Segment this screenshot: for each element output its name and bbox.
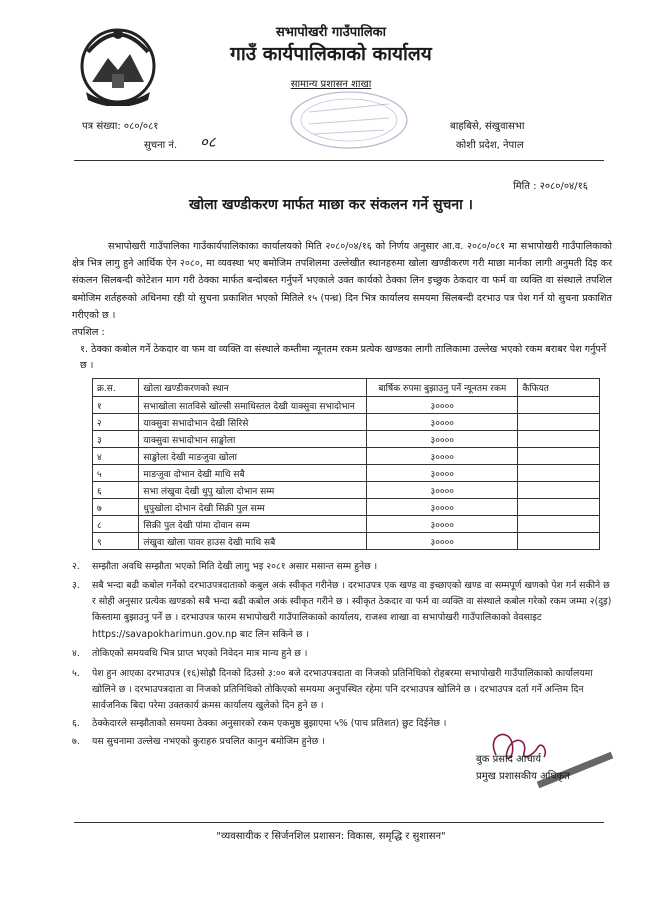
condition-text: सबै भन्दा बढी कबोल गर्नेको दरभाउपत्रदाताको कबुल अकं स्वीकृत गरीनेछ । दरभाउपत्र एक खण्ड वा इच्छाएको खण्ड वा सम्मपूर्ण खणको पेश गर्न सकीने छ र सोही अनुसार प्रत्येक खण्डको सबै भन्दा बढी कबोल अकं स्वीकृत गरीने छ । स्वीकृत ठेकदार वा फर्म वा व्यक्ति वा संस्थाले कबोल गरेको रकम जम्मा २(दुइ) किस्तामा बुझाउनु पर्ने छ । दरभाउपत्र फारम सभापोखरी गाउँपालिकाको कार्यालय, राजश्व शाखा वा सभापोखरी गाउँपालिकाको वेवसाइट https://savapokharimun.gov.np बाट लिन सकिने छ । xyxy=(92,580,612,640)
condition-text: यस सुचनामा उल्लेख नभएको कुराहरु प्रचलित कानुन बमोजिम हुनेछ । xyxy=(92,736,325,747)
notice-number: ०८ xyxy=(200,133,216,151)
row-amount: ३०००० xyxy=(367,499,518,516)
table-row xyxy=(93,448,600,465)
row-amount: ३०००० xyxy=(367,414,518,431)
municipality-name: सभापोखरी गाउँपालिका xyxy=(276,25,386,40)
condition-2 xyxy=(72,559,612,575)
row-remarks xyxy=(518,482,600,499)
table-row xyxy=(93,516,600,533)
condition-number: ३. xyxy=(72,580,80,591)
row-amount: ३०००० xyxy=(367,533,518,550)
column-header-minimum-amount: बार्षिक रुपमा बुझाउनु पर्ने न्यूनतम रकम xyxy=(367,379,518,397)
row-remarks xyxy=(518,397,600,414)
row-location: सभा लंखुवा देखी धुपु खोला दोभान सम्म xyxy=(139,482,367,499)
row-location: सभाखोला सातविसे खोल्सी समाधिस्तल देखी याक्सुवा सभादोभान xyxy=(139,397,367,414)
header-divider xyxy=(74,160,604,161)
row-remarks xyxy=(518,516,600,533)
river-segment-table xyxy=(92,378,600,550)
row-location: साङ्खोला देखी माङजुवा खोला xyxy=(139,448,367,465)
condition-5 xyxy=(72,666,612,715)
column-header-sn: क्र.स. xyxy=(93,379,139,397)
row-location: याक्सुवा सभादोभान देखी सिरिसे xyxy=(139,414,367,431)
row-sn: ८ xyxy=(93,516,139,533)
notice-date: मिति : २०८०/०४/१६ xyxy=(513,181,588,192)
intro-paragraph: सभापोखरी गाउँपालिका गाउँकार्यपालिकाका कार्यालयको मिति २०८०/०४/१६ को निर्णय अनुसार आ.व. २०८०/०८१ मा सभापोखरी गाउँपालिकाको क्षेत्र भित्र लागु हुने आर्थिक ऐन २०८०, मा व्यवस्था भए बमोजिम तपशिलमा उल्लेखीत स्थानहरुमा खोला खण्डीकरण गरी माछा मार्नका लागी अनुमती दिइ कर संकलन सिलबन्दी कोटेशन माग गरी ठेक्का मार्फत बन्दोबस्त गर्नुपर्ने भएकाले उक्त कार्यको ठेक्का लिन इच्छुक ठेकदार वा फर्म वा व्यक्ति वा संस्थाले तपशिल बमोजिम शर्तहरुको अधिनमा रही यो सुचना प्रकाशित भएको मितिले १५ (पन्ध्र) दिन भित्र कार्यालय समयमा सिलबन्दी दरभाउ पत्र पेश गर्न यो सुचना प्रकाशित गरीएको छ । xyxy=(72,241,612,321)
condition-text: सम्झौता अवधि सम्झौता भएको मिति देखी लागु भइ २०८१ असार मसान्त सम्म हुनेछ । xyxy=(92,561,378,572)
condition-3 xyxy=(72,578,612,643)
table-header-row xyxy=(93,379,600,397)
row-sn: ७ xyxy=(93,499,139,516)
row-remarks xyxy=(518,465,600,482)
row-remarks xyxy=(518,448,600,465)
office-name: गाउँ कार्यपालिकाको कार्यालय xyxy=(230,43,432,65)
row-remarks xyxy=(518,533,600,550)
column-header-remarks: कैफियत xyxy=(518,379,600,397)
row-location: लंखुवा खोला पावर हाउस देखी माथि सबै xyxy=(139,533,367,550)
condition-number: ४. xyxy=(72,648,80,659)
row-location: धुपुखोला दोभान देखी सिक्री पुल सम्म xyxy=(139,499,367,516)
row-location: सिक्री पुल देखी पांमा दोवान सम्म xyxy=(139,516,367,533)
condition-text: तोकिएको समयवधि भित्र प्राप्त भएको निवेदन मात्र मान्य हुने छ । xyxy=(92,648,308,659)
row-amount: ३०००० xyxy=(367,397,518,414)
row-sn: ४ xyxy=(93,448,139,465)
address-line-1: बाहबिसे, संखुवासभा xyxy=(450,121,525,132)
row-sn: ३ xyxy=(93,431,139,448)
row-remarks xyxy=(518,431,600,448)
table-row xyxy=(93,397,600,414)
row-amount: ३०००० xyxy=(367,448,518,465)
row-remarks xyxy=(518,499,600,516)
row-location: माङजुवा दोभान देखी माथि सबै xyxy=(139,465,367,482)
table-row xyxy=(93,482,600,499)
footer-divider xyxy=(74,822,604,823)
address-line-2: कोशी प्रदेश, नेपाल xyxy=(456,140,524,151)
footer-slogan: "व्यवसायीक र सिर्जनशिल प्रशासन: विकास, समृद्धि र सुशासन" xyxy=(216,831,446,842)
row-sn: ९ xyxy=(93,533,139,550)
table-row xyxy=(93,499,600,516)
signatory-title: प्रमुख प्रशासकीय अधिकृत xyxy=(476,771,570,782)
reference-number: पत्र संख्या: ०८०/०८१ xyxy=(82,121,159,132)
condition-text: ठेक्केदारले सम्झौताको समयमा ठेक्का अनुसारको रकम एकमुष्ठ बुझाएमा ५% (पाच प्रतिशत) छुट दिईनेछ । xyxy=(92,718,447,729)
notice-title: खोला खण्डीकरण मार्फत माछा कर संकलन गर्ने सुचना । xyxy=(189,197,473,213)
notice-label: सुचना नं. xyxy=(144,140,178,151)
condition-text: पेश हुन आएका दरभाउपत्र (१६)सोह्रौ दिनको दिउसो ३:०० बजे दरभाउपत्रदाता वा निजको प्रतिनिधिको रोहबरमा सभापोखरी गाउँपालिकाको कार्यालयमा खोलिने छ । दरभाउपत्रदाता वा निजको प्रतिनिधिको तोकिएको समयमा अनुपस्थित रहेमा पनि दरभाउपत्र खोलिने छ । दरभाउपत्र दर्ता गर्ने अन्तिम दिन सार्वजनिक बिदा परेमा उक्तकार्य क्रमस कार्यालय खुलेको दिन हुने छ । xyxy=(92,668,593,712)
table-row xyxy=(93,533,600,550)
condition-number: ६. xyxy=(72,718,80,729)
condition-4 xyxy=(72,646,612,662)
office-stamp-icon xyxy=(274,82,424,152)
row-amount: ३०००० xyxy=(367,482,518,499)
condition-number: ५. xyxy=(72,668,80,679)
column-header-location: खोला खण्डीकरणको स्थान xyxy=(139,379,367,397)
row-sn: ५ xyxy=(93,465,139,482)
row-location: याक्सुवा सभादोभान साङ्खोला xyxy=(139,431,367,448)
condition-number: ७. xyxy=(72,736,80,747)
signatory-name: बुक प्रसाद आचार्य xyxy=(476,754,542,765)
row-sn: १ xyxy=(93,397,139,414)
row-remarks xyxy=(518,414,600,431)
tapsil-label: तपशिल : xyxy=(72,327,105,338)
row-amount: ३०००० xyxy=(367,431,518,448)
section-name: सामान्य प्रशासन शाखा xyxy=(290,79,372,90)
table-row xyxy=(93,414,600,431)
row-sn: २ xyxy=(93,414,139,431)
table-row xyxy=(93,465,600,482)
condition-number: २. xyxy=(72,561,80,572)
row-amount: ३०००० xyxy=(367,516,518,533)
table-row xyxy=(93,431,600,448)
row-amount: ३०००० xyxy=(367,465,518,482)
condition-1: १. ठेक्का कबोल गर्ने ठेकदार वा फम वा व्यक्ति वा संस्थाले कम्तीमा न्यूनतम रकम प्रत्येक खण्डका लागी तालिकामा उल्लेख भएको रकम बराबर पेश गर्नुपर्ने छ । xyxy=(80,344,607,371)
row-sn: ६ xyxy=(93,482,139,499)
